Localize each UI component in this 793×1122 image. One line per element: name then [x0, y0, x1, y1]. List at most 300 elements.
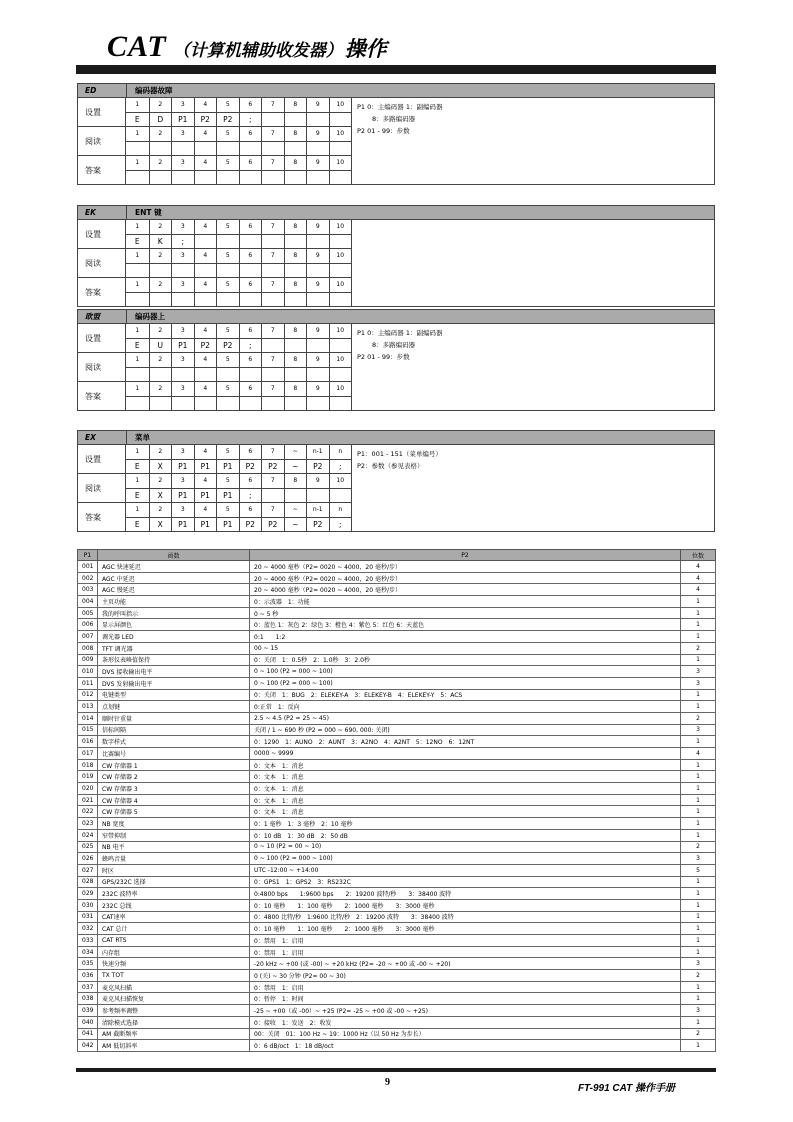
value-cell: P2: [194, 339, 217, 353]
value-cell: [126, 264, 149, 277]
position-cell: 3: [171, 278, 194, 292]
cell-p1: 017: [78, 748, 98, 760]
position-cell: 4: [194, 220, 217, 234]
cell-p2: 0：文本 1：消息: [250, 759, 681, 771]
cell-p2: -25 ~ +00（或 -00）~ +25 (P2= -25 ~ +00 或 -00 ~ +25): [250, 1005, 681, 1017]
position-cell: 3: [171, 220, 194, 234]
position-cell: 4: [194, 445, 217, 459]
cell-function: CAT 总计: [98, 923, 250, 935]
cell-digits: 1: [681, 981, 716, 993]
command-row: [78, 277, 351, 306]
cell-p1: 021: [78, 794, 98, 806]
position-cell: 4: [194, 249, 217, 263]
menu-table: [77, 549, 716, 1052]
position-cell: 6: [239, 445, 262, 459]
row-label: 阅读: [78, 353, 126, 381]
position-cell: 6: [239, 474, 262, 488]
position-cell: 3: [171, 324, 194, 338]
value-cell: P2: [216, 339, 239, 353]
value-cell: [126, 293, 149, 306]
cell-digits: 1: [681, 888, 716, 900]
command-row: [78, 352, 351, 381]
cell-p1: 013: [78, 701, 98, 713]
position-cell: 1: [135, 252, 140, 259]
cell-function: 电键类型: [98, 689, 250, 701]
position-cell: 3: [171, 127, 194, 141]
position-cell: 9: [306, 474, 329, 488]
cell-p1: 007: [78, 631, 98, 643]
cell-p1: 035: [78, 958, 98, 970]
value-cell: [284, 235, 307, 249]
cell-digits: 3: [681, 958, 716, 970]
cell-function: 参考频率调整: [98, 1005, 250, 1017]
position-cell: 2: [149, 503, 172, 517]
cell-function: AGC 快速延迟: [98, 561, 250, 573]
row-label: 设置: [78, 324, 126, 352]
value-cell: [149, 142, 172, 155]
value-cell: [126, 142, 149, 155]
position-cell: 4: [194, 503, 217, 517]
table-row: [78, 771, 716, 783]
position-cell: 2: [149, 353, 172, 367]
value-cell: [216, 235, 239, 249]
cell-function: 麦克风扫描: [98, 981, 250, 993]
row-label: 阅读: [78, 127, 126, 155]
value-cell: [261, 171, 284, 184]
command-row: [78, 502, 351, 531]
cell-function: 麦克风扫描恢复: [98, 993, 250, 1005]
value-cell: [261, 264, 284, 277]
table-row: [78, 607, 716, 619]
cell-p1: 022: [78, 806, 98, 818]
position-cell: 8: [284, 220, 307, 234]
value-cell: P2: [261, 460, 284, 474]
command-row: [78, 220, 351, 248]
value-cell: [239, 171, 262, 184]
position-cell: 8: [284, 278, 307, 292]
cell-function: 快速分频: [98, 958, 250, 970]
value-cell: [329, 142, 352, 155]
cell-p1: 027: [78, 864, 98, 876]
value-cell: [329, 368, 352, 381]
position-cell: 1: [135, 101, 140, 108]
value-cells: [126, 396, 351, 410]
value-cell: [194, 293, 217, 306]
position-numbers: [126, 127, 351, 141]
value-cell: ;: [239, 339, 262, 353]
position-cell: 1: [135, 130, 140, 137]
cell-function: AM 截断频率: [98, 1028, 250, 1040]
cell-function: 比赛编号: [98, 748, 250, 760]
cell-p2: 0：暂停 1：时间: [250, 993, 681, 1005]
command-notes: [352, 445, 714, 531]
value-cell: [239, 293, 262, 306]
position-cell: 7: [261, 220, 284, 234]
table-row: [78, 853, 716, 865]
command-code: EX: [85, 433, 96, 442]
cell-function: CW 存储器 2: [98, 771, 250, 783]
cell-p2: 0：1290 1：AUNO 2：AUNT 3：A2NO 4：A2NT 5：12NO 6：12NT: [250, 736, 681, 748]
cell-function: 蜂鸣音量: [98, 853, 250, 865]
value-cell: [306, 397, 329, 410]
cell-digits: 1: [681, 759, 716, 771]
position-numbers: [126, 156, 351, 170]
command-name: 编码器上: [126, 310, 165, 323]
position-cell: 7: [261, 445, 284, 459]
cell-digits: 2: [681, 712, 716, 724]
position-cell: 10: [329, 127, 352, 141]
value-cell: X: [149, 489, 172, 503]
value-cell: [171, 171, 194, 184]
value-cell: [284, 264, 307, 277]
position-cell: 5: [216, 445, 239, 459]
table-row: [78, 701, 716, 713]
table-row: [78, 818, 716, 830]
value-cell: [171, 397, 194, 410]
cell-p2: 2.5 ~ 4.5 (P2 = 25 ~ 45): [250, 712, 681, 724]
command-header: [78, 431, 714, 445]
cell-p1: 003: [78, 584, 98, 596]
position-cell: n: [329, 503, 352, 517]
cell-p2: 关闭 / 1 ~ 690 秒 (P2 = 000 ~ 690, 000: 关闭): [250, 724, 681, 736]
position-cell: 6: [239, 98, 262, 112]
position-cell: 7: [261, 156, 284, 170]
value-cell: P2: [261, 518, 284, 532]
value-cell: [194, 235, 217, 249]
table-row: [78, 806, 716, 818]
value-cells: [126, 338, 351, 353]
cell-function: NB 宽度: [98, 818, 250, 830]
position-cell: 4: [194, 127, 217, 141]
position-cell: 1: [135, 223, 140, 230]
command-notes: [352, 98, 714, 184]
cell-function: AM 低切斜率: [98, 1040, 250, 1052]
position-cell: 2: [149, 278, 172, 292]
cell-p2: 00 ~ 15: [250, 642, 681, 654]
table-row: [78, 689, 716, 701]
table-row: [78, 829, 716, 841]
value-cell: [261, 339, 284, 353]
position-cell: 9: [306, 220, 329, 234]
table-row: [78, 876, 716, 888]
value-cells: [126, 367, 351, 381]
cell-digits: 1: [681, 596, 716, 608]
cell-function: DVS 接收输出电平: [98, 666, 250, 678]
value-cell: P2: [239, 518, 262, 532]
position-cell: 4: [194, 474, 217, 488]
cell-p1: 024: [78, 829, 98, 841]
cell-p1: 016: [78, 736, 98, 748]
value-cell: P2: [239, 460, 262, 474]
cell-p2: 0:4800 bps 1:9600 bps 2：19200 波特/秒 3：38400 波特: [250, 888, 681, 900]
cell-function: TFT 调光器: [98, 642, 250, 654]
table-row: [78, 911, 716, 923]
cell-p1: 020: [78, 783, 98, 795]
position-cell: 9: [306, 382, 329, 396]
position-cell: 9: [306, 278, 329, 292]
position-cell: 9: [306, 98, 329, 112]
cell-p2: 0：禁用 1：启用: [250, 946, 681, 958]
position-cell: n-1: [306, 445, 329, 459]
value-cell: P1: [171, 339, 194, 353]
position-cell: 2: [149, 220, 172, 234]
command-row: [78, 473, 351, 502]
cell-p1: 005: [78, 607, 98, 619]
table-row: [78, 981, 716, 993]
cell-digits: 1: [681, 654, 716, 666]
command-name: 菜单: [126, 431, 150, 444]
value-cell: [216, 142, 239, 155]
cell-function: GPS/232C 选择: [98, 876, 250, 888]
cell-p1: 002: [78, 572, 98, 584]
position-numbers: [126, 98, 351, 112]
cell-digits: 1: [681, 771, 716, 783]
cell-p1: 033: [78, 935, 98, 947]
cell-p2: 0 (关) ~ 30 分钟 (P2= 00 ~ 30): [250, 970, 681, 982]
cell-p2: 0：示波器 1：功能: [250, 596, 681, 608]
cell-p2: 20 ~ 4000 毫秒（P2= 0020 ~ 4000，20 毫秒/步）: [250, 584, 681, 596]
table-row: [78, 794, 716, 806]
cell-function: CAT RTS: [98, 935, 250, 947]
cell-digits: 1: [681, 1040, 716, 1052]
cell-p2: 0 ~ 10 (P2 = 00 ~ 10): [250, 841, 681, 853]
table-row: [78, 783, 716, 795]
position-cell: 9: [306, 353, 329, 367]
cell-function: 时区: [98, 864, 250, 876]
position-cell: 10: [329, 98, 352, 112]
position-cell: 10: [329, 278, 352, 292]
cell-function: 窄带抑制: [98, 829, 250, 841]
value-cell: P1: [216, 518, 239, 532]
value-cell: E: [134, 462, 140, 471]
value-cell: [306, 368, 329, 381]
cell-function: 信标间隔: [98, 724, 250, 736]
cell-p1: 011: [78, 677, 98, 689]
cell-digits: 2: [681, 1028, 716, 1040]
position-cell: 5: [216, 503, 239, 517]
cell-p1: 038: [78, 993, 98, 1005]
value-cells: [126, 170, 351, 184]
table-row: [78, 666, 716, 678]
row-label: 设置: [78, 220, 126, 248]
table-row: [78, 923, 716, 935]
row-label: 答案: [78, 503, 126, 531]
command-code: 欧盟: [85, 312, 100, 321]
table-row: [78, 864, 716, 876]
cell-function: 232C 波特率: [98, 888, 250, 900]
value-cell: [149, 397, 172, 410]
cell-digits: 5: [681, 864, 716, 876]
position-cell: 4: [194, 324, 217, 338]
value-cell: [261, 142, 284, 155]
position-cell: 8: [284, 324, 307, 338]
value-cell: P1: [194, 518, 217, 532]
cell-p2: 0：10 毫秒 1：100 毫秒 2：1000 毫秒 3：3000 毫秒: [250, 899, 681, 911]
command-block: [77, 309, 715, 411]
position-cell: 5: [216, 127, 239, 141]
cell-digits: 1: [681, 818, 716, 830]
cell-p2: 0 ~ 100 (P2 = 000 ~ 100): [250, 677, 681, 689]
position-numbers: [126, 445, 351, 459]
cell-p1: 037: [78, 981, 98, 993]
value-cell: [239, 397, 262, 410]
cell-function: 主页功能: [98, 596, 250, 608]
cell-p2: 0000 ~ 9999: [250, 748, 681, 760]
value-cell: [216, 264, 239, 277]
note-line: P1 0：主编码器 1：副编码器: [357, 103, 443, 111]
value-cell: [239, 142, 262, 155]
position-cell: ~: [284, 445, 307, 459]
cell-p2: 0：接收 1：发送 2：收发: [250, 1016, 681, 1028]
value-cell: [329, 293, 352, 306]
table-row: [78, 748, 716, 760]
cell-p1: 034: [78, 946, 98, 958]
position-cell: 1: [135, 281, 140, 288]
value-cell: [194, 171, 217, 184]
position-cell: 4: [194, 98, 217, 112]
value-cells: [126, 459, 351, 474]
position-cell: 7: [261, 324, 284, 338]
position-numbers: [126, 353, 351, 367]
cell-digits: 3: [681, 1005, 716, 1017]
cell-digits: 1: [681, 631, 716, 643]
cell-function: CAT速率: [98, 911, 250, 923]
header-digits: 位数: [681, 550, 716, 561]
note-line: P1：001 - 151（菜单编号）: [357, 450, 442, 458]
position-cell: 6: [239, 127, 262, 141]
manual-title: FT-991 CAT 操作手册: [577, 1083, 675, 1094]
cell-p2: 0：蓝色 1：灰色 2：绿色 3：橙色 4：紫色 5：红色 6：天蓝色: [250, 619, 681, 631]
table-row: [78, 584, 716, 596]
cell-digits: 1: [681, 736, 716, 748]
position-numbers: [126, 249, 351, 263]
position-cell: 1: [135, 385, 140, 392]
value-cell: ~: [284, 518, 307, 532]
command-row: [78, 248, 351, 277]
value-cell: E: [134, 237, 140, 246]
position-cell: 3: [171, 474, 194, 488]
cell-p1: 019: [78, 771, 98, 783]
cell-digits: 3: [681, 724, 716, 736]
position-cell: 1: [135, 448, 140, 455]
value-cells: [126, 141, 351, 155]
position-cell: 6: [239, 503, 262, 517]
value-cell: ;: [329, 460, 352, 474]
cell-digits: 3: [681, 677, 716, 689]
command-name: 编码器故障: [126, 84, 173, 97]
position-cell: 7: [261, 98, 284, 112]
cell-function: NB 电平: [98, 841, 250, 853]
position-cell: 8: [284, 474, 307, 488]
cell-function: CW 存储器 1: [98, 759, 250, 771]
value-cell: [194, 368, 217, 381]
value-cell: [216, 397, 239, 410]
cell-p1: 014: [78, 712, 98, 724]
value-cell: P2: [306, 518, 329, 532]
value-cells: [126, 488, 351, 503]
position-numbers: [126, 474, 351, 488]
cell-function: 点划键: [98, 701, 250, 713]
position-cell: 9: [306, 324, 329, 338]
cell-p2: 0:正常 1：反向: [250, 701, 681, 713]
table-row: [78, 1005, 716, 1017]
position-numbers: [126, 503, 351, 517]
position-cell: 3: [171, 353, 194, 367]
value-cell: U: [149, 339, 172, 353]
value-cell: [306, 142, 329, 155]
table-row: [78, 642, 716, 654]
cell-p2: -20 kHz ~ +00 (或 -00) ~ +20 kHz (P2= -20 ~ +00 或 -00 ~ +20): [250, 958, 681, 970]
value-cell: [329, 264, 352, 277]
cell-digits: 1: [681, 899, 716, 911]
value-cell: X: [149, 460, 172, 474]
header-function: 函数: [98, 550, 250, 561]
cell-p2: 0：关闭 1：0.5秒 2：1.0秒 3：2.0秒: [250, 654, 681, 666]
position-numbers: [126, 278, 351, 292]
cell-digits: 1: [681, 993, 716, 1005]
position-cell: 5: [216, 220, 239, 234]
page-number: 9: [385, 1077, 390, 1088]
position-cell: 10: [329, 474, 352, 488]
value-cell: [216, 368, 239, 381]
value-cell: P2: [194, 113, 217, 127]
value-cell: [239, 235, 262, 249]
value-cell: ;: [239, 113, 262, 127]
command-name: ENT 键: [126, 206, 162, 219]
position-cell: 7: [261, 249, 284, 263]
position-cell: 6: [239, 249, 262, 263]
position-cell: 6: [239, 220, 262, 234]
table-row: [78, 619, 716, 631]
table-row: [78, 970, 716, 982]
position-cell: 5: [216, 98, 239, 112]
command-block: [77, 205, 715, 307]
cell-p1: 012: [78, 689, 98, 701]
note-line: 8：多路编码器: [372, 115, 416, 123]
cell-function: CW 存储器 5: [98, 806, 250, 818]
command-row: [78, 324, 351, 352]
value-cell: [306, 113, 329, 127]
cell-digits: 4: [681, 584, 716, 596]
cell-digits: 1: [681, 923, 716, 935]
position-cell: 4: [194, 278, 217, 292]
cell-function: 显示屏颜色: [98, 619, 250, 631]
cell-p2: 0：1 毫秒 1：3 毫秒 2：10 毫秒: [250, 818, 681, 830]
value-cell: ;: [329, 518, 352, 532]
value-cell: [284, 171, 307, 184]
command-code: ED: [85, 86, 97, 95]
position-cell: 3: [171, 445, 194, 459]
position-cell: 7: [261, 127, 284, 141]
command-code: EK: [85, 208, 96, 217]
position-cell: 6: [239, 382, 262, 396]
position-cell: 5: [216, 156, 239, 170]
value-cell: [149, 171, 172, 184]
cell-digits: 2: [681, 841, 716, 853]
cell-digits: 4: [681, 561, 716, 573]
value-cell: [284, 397, 307, 410]
value-cell: [306, 235, 329, 249]
position-cell: 8: [284, 98, 307, 112]
value-cell: [329, 235, 352, 249]
command-notes: [352, 220, 714, 306]
position-cell: 9: [306, 127, 329, 141]
position-cell: 4: [194, 353, 217, 367]
position-cell: 7: [261, 278, 284, 292]
cell-p1: 025: [78, 841, 98, 853]
value-cell: [149, 293, 172, 306]
value-cell: P1: [171, 460, 194, 474]
